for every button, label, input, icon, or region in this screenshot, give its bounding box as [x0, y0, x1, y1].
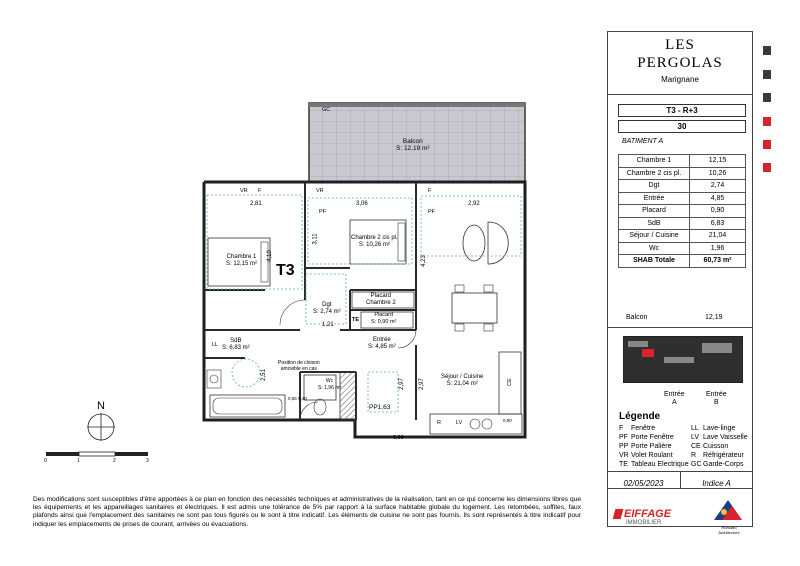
- surface-row: [619, 205, 746, 218]
- legend-item: CE Cuisson: [691, 443, 729, 450]
- surface-row: [619, 217, 746, 230]
- entry-b: Entrée B: [706, 391, 727, 406]
- dim-d1: 2,81: [250, 201, 262, 207]
- code-pf2: PF: [428, 209, 436, 215]
- scale-2: 2: [113, 458, 116, 464]
- surface-row: [619, 180, 746, 193]
- surface-row: [619, 167, 746, 180]
- surface-value: 0,90: [690, 205, 746, 218]
- surface-total-row: [619, 255, 746, 268]
- legend-item: LL Lave-linge: [691, 425, 736, 432]
- code-vr1: VR: [240, 188, 248, 194]
- code-ll: LL: [212, 342, 219, 348]
- room-entree: Entrée S: 4,85 m²: [368, 337, 396, 350]
- room-wc: Wc S: 1,96 m²: [318, 378, 342, 391]
- surface-value: 6,83: [690, 217, 746, 230]
- surface-value: 4,85: [690, 192, 746, 205]
- surface-room: Entrée: [619, 192, 690, 205]
- architect-logo: Roncaro Architecture: [714, 500, 744, 535]
- dim-d12: 0,90: [393, 435, 404, 441]
- room-sejour: Séjour / Cuisine S: 21,04 m²: [441, 374, 484, 387]
- apartment-label: T3: [276, 262, 295, 279]
- legend-item: LV Lave Vaisselle: [691, 434, 748, 441]
- room-chambre2: Chambre 2 cis pl. S: 10,26 m²: [351, 235, 398, 248]
- legend-item: PP Porte Palière: [619, 443, 672, 450]
- north-label: N: [97, 400, 105, 412]
- legend-item: R Réfrigérateur: [691, 452, 744, 459]
- balcon-value: 12,19: [705, 314, 723, 321]
- room-placard: Placard S: 0,90 m²: [371, 312, 397, 325]
- legend-item: TE Tableau Electrique: [619, 461, 689, 468]
- dim-d8: 2,51: [260, 369, 267, 381]
- key-plan: [623, 336, 743, 383]
- surface-room: SdB: [619, 217, 690, 230]
- legend-right: [691, 424, 748, 469]
- surface-row: [619, 192, 746, 205]
- scale-1: 1: [77, 458, 80, 464]
- legend-left: [619, 424, 689, 469]
- code-f2: F: [428, 188, 432, 194]
- legend-item: F Fenêtre: [619, 425, 656, 432]
- scale-0: 0: [44, 458, 47, 464]
- project-city: Marignane: [661, 75, 699, 84]
- surface-table: [618, 154, 746, 268]
- surface-row: [619, 242, 746, 255]
- code-lv: LV: [456, 420, 463, 426]
- dim-d11: 0,55 0,40: [288, 396, 307, 401]
- total-label: SHAB Totale: [619, 255, 690, 268]
- dim-d2: 3,06: [356, 201, 368, 207]
- dim-d10: 2,97: [418, 378, 425, 390]
- legend-item: VR Volet Roulant: [619, 452, 673, 459]
- building: BATIMENT A: [622, 138, 664, 145]
- scale-3: 3: [146, 458, 149, 464]
- code-pf1: PF: [319, 209, 327, 215]
- code-ce: CE: [506, 378, 513, 386]
- legend-item: PF Porte Fenêtre: [619, 434, 674, 441]
- plan-date: 02/05/2023: [623, 479, 664, 488]
- dim-d9: 2,97: [398, 378, 405, 390]
- dim-d4: 3,11: [312, 233, 319, 245]
- room-balcon: Balcon S: 12,19 m²: [396, 138, 430, 152]
- project-title-line2: PERGOLAS: [637, 55, 723, 71]
- surface-room: Chambre 1: [619, 155, 690, 168]
- total-value: 60,73 m²: [690, 255, 746, 268]
- balcon-label: Balcon: [626, 314, 648, 321]
- dim-pp: PP1,63: [369, 404, 391, 411]
- room-chambre1: Chambre 1 S: 12,15 m²: [226, 254, 258, 267]
- legend-item: GC Garde-Corps: [691, 461, 744, 468]
- code-f1: F: [258, 188, 262, 194]
- plan-index: Indice A: [702, 479, 731, 488]
- douche-note: Position de cloison amovible en cas: [278, 360, 320, 372]
- surface-value: 2,74: [690, 180, 746, 193]
- code-te: TE: [352, 317, 360, 323]
- surface-value: 1,96: [690, 242, 746, 255]
- legend-title: Légende: [619, 411, 661, 422]
- dim-d7: 1,21: [322, 322, 334, 328]
- surface-value: 21,04: [690, 230, 746, 243]
- surface-room: Chambre 2 cis pl.: [619, 167, 690, 180]
- surface-value: 12,15: [690, 155, 746, 168]
- disclaimer-notes: Des modifications sont susceptibles d'être apportées à ce plan en fonction des nécessités techniques et administratives de la réalisation, tant en ce qui concerne les dimensions libres que les équipements et les appareillages sanitaires et électriques. Il est admis une tolérance de 5% par rapport à la surface habitable globale du logement. Les retombées, soffites, faux plafonds ainsi que l'emplacement des sanitaires ne sont pas tous figurés ou le sont à titre indicatif. Les éléments de cuisine ne sont pas fournis. Ils sont représentés à titre indicatif pour indiquer les emplacements de prises de courant, arrivées ou évacuations.: [33, 496, 581, 528]
- project-title-line1: LES: [665, 37, 695, 53]
- room-sdb: SdB S: 6,83 m²: [222, 338, 250, 351]
- surface-row: [619, 155, 746, 168]
- surface-room: Dgt: [619, 180, 690, 193]
- room-placard-ch2: Placard Chambre 2: [366, 293, 396, 306]
- surface-room: Placard: [619, 205, 690, 218]
- lot-type: T3 - R+3: [618, 104, 746, 117]
- surface-row: [619, 230, 746, 243]
- dim-d6: 4,23: [420, 255, 427, 267]
- room-dgt: Dgt S: 2,74 m²: [313, 302, 341, 315]
- lot-number: 30: [618, 120, 746, 133]
- code-vr2: VR: [316, 188, 324, 194]
- eiffage-logo: EIFFAGE IMMOBILIER: [614, 508, 671, 526]
- dim-d3: 2,92: [468, 201, 480, 207]
- entry-a: Entrée A: [664, 391, 685, 406]
- code-r: R: [437, 420, 441, 426]
- scale-bar: [46, 452, 148, 456]
- dim-d5: 4,10: [266, 250, 273, 262]
- code-gc: GC: [322, 107, 331, 113]
- surface-value: 10,26: [690, 167, 746, 180]
- surface-room: Séjour / Cuisine: [619, 230, 690, 243]
- dim-d13: 0,90: [503, 418, 512, 423]
- surface-room: Wc: [619, 242, 690, 255]
- compass: [87, 413, 115, 441]
